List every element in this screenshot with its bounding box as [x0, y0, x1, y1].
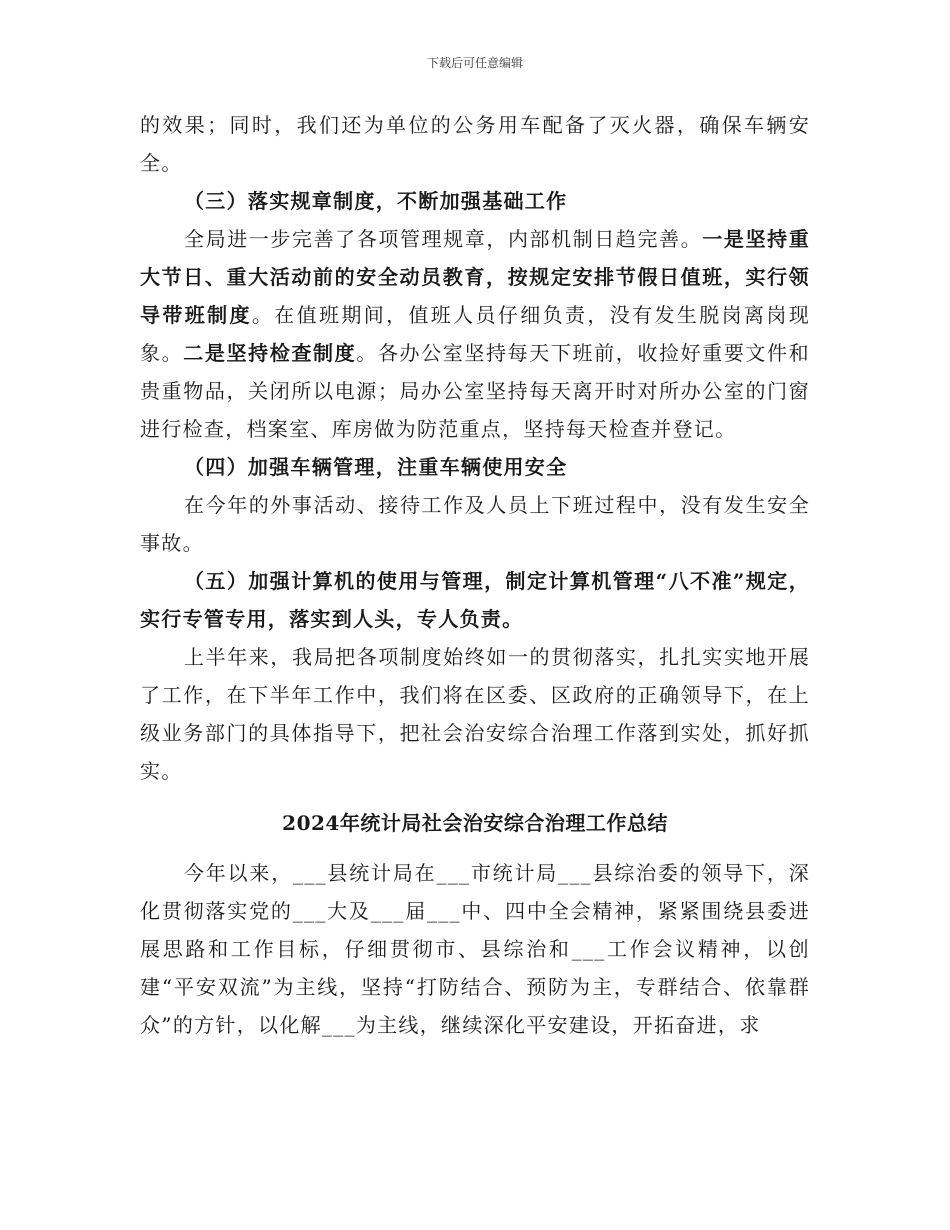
body-paragraph	[140, 486, 810, 562]
text-run: 上半年来，我局把各项制度始终如一的贯彻落实，扎扎实实地开展了工作，在下半年工作中，我们将在区委、区政府的正确领导下，在上级业务部门的具体指导下，把社会治安综合治理工作落到实处，抓好抓实。	[140, 645, 810, 783]
body-paragraph	[140, 106, 810, 182]
text-run: （四）加强车辆管理，注重车辆使用安全	[184, 455, 568, 479]
section-heading	[140, 182, 810, 220]
section-heading	[140, 448, 810, 486]
text-run: 今年以来，___县统计局在___市统计局___县综治委的领导下，深化贯彻落实党的___大及___届___中、四中全会精神，紧紧围绕县委进展思路和工作目标，仔细贯彻市、县综治和___工作会议精神，以创建“平安双流”为主线，坚持“打防结合、预防为主，专群结合、依靠群众”的方针，以化解___为主线，继续深化平安建设，开拓奋进，求	[140, 861, 810, 1037]
body-paragraph	[140, 638, 810, 790]
text-run: （五）加强计算机的使用与管理，制定计算机管理“八不准”规定，实行专管专用，落实到人头，专人负责。	[140, 569, 810, 631]
bold-text: 二是坚持检查制度	[183, 341, 357, 365]
text-run: 。在值班期间，值班人员仔细负责，没有发生脱岗离岗现象。	[140, 303, 811, 365]
bold-text: 一是坚持重大节日、重大活动前的安全动员教育，按规定安排节假日值班，实行领导带班制度	[140, 227, 810, 327]
body-paragraph	[140, 220, 810, 448]
document-title	[140, 804, 810, 842]
text-run: 全局进一步完善了各项管理规章，内部机制日趋完善。	[184, 227, 703, 251]
text-run: 2024年统计局社会治安综合治理工作总结	[282, 811, 668, 835]
document-body	[140, 106, 810, 1044]
page-header: 下载后可任意编辑	[426, 56, 523, 70]
text-run: 在今年的外事活动、接待工作及人员上下班过程中，没有发生安全事故。	[140, 493, 810, 555]
body-paragraph	[140, 854, 810, 1044]
text-run: 。各办公室坚持每天下班前，收捡好重要文件和贵重物品，关闭所以电源；局办公室坚持每天离开时对所办公室的门窗进行检查，档案室、库房做为防范重点，坚持每天检查并登记。	[140, 341, 810, 441]
text-run: 的效果；同时，我们还为单位的公务用车配备了灭火器，确保车辆安全。	[140, 113, 810, 175]
section-heading	[140, 562, 810, 638]
text-run: （三）落实规章制度，不断加强基础工作	[184, 189, 568, 213]
